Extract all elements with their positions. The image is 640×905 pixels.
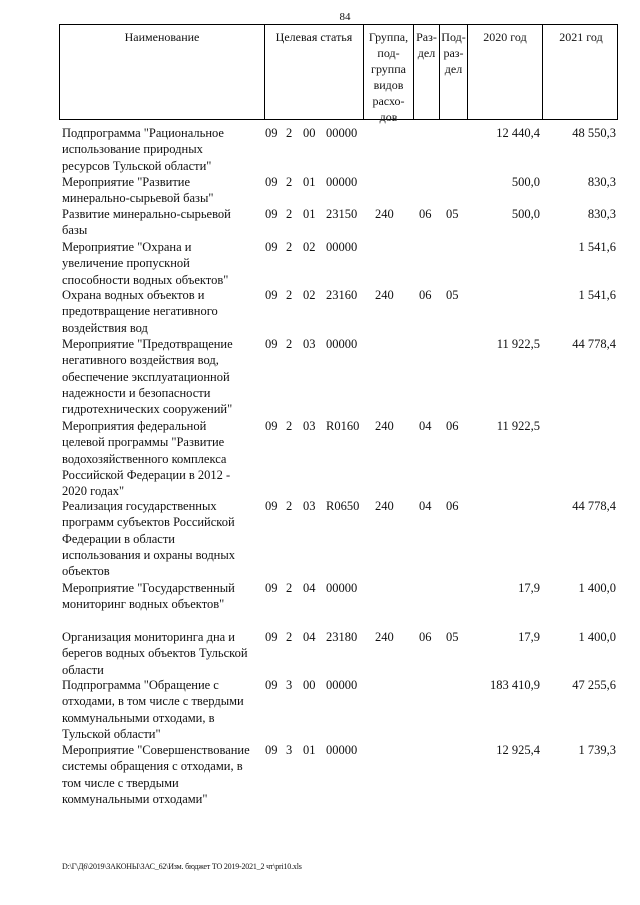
program-code: 09 <box>265 630 278 644</box>
header-expense-group: Группа, под- группа видов расхо- дов <box>364 25 414 119</box>
expense-group-cell: 240 <box>375 630 394 644</box>
amount-2021: 1 739,3 <box>578 743 616 757</box>
row-name: Мероприятие "Развитие минерально-сырьевой базы" <box>62 175 214 206</box>
program-code: 09 <box>265 743 278 757</box>
row-name: Мероприятие "Совершенствование системы обращения с отходами, в том числе с твердыми коммунальными отходами" <box>62 743 250 806</box>
header-section: Раз- дел <box>414 25 440 119</box>
subsection-cell: 05 <box>446 630 459 644</box>
header-year-2020: 2020 год <box>468 25 543 119</box>
row-name: Развитие минерально-сырьевой базы <box>62 207 231 238</box>
direction-code: 00000 <box>326 337 358 351</box>
section-cell: 06 <box>419 207 432 221</box>
amount-2021: 1 400,0 <box>578 581 616 595</box>
expense-group-cell: 240 <box>375 207 394 221</box>
page-number: 84 <box>339 11 351 23</box>
amount-2021: 1 541,6 <box>578 240 616 254</box>
subprogram-code: 2 <box>286 288 293 302</box>
header-target-article: Целевая статья <box>265 25 364 119</box>
expense-group-cell: 240 <box>375 288 394 302</box>
program-code: 09 <box>265 126 278 140</box>
program-code: 09 <box>265 288 278 302</box>
table-header <box>59 24 618 124</box>
activity-code: 03 <box>303 337 316 351</box>
section-cell: 04 <box>419 499 432 513</box>
direction-code: 23180 <box>326 630 358 644</box>
row-name: Организация мониторинга дна и берегов водных объектов Тульской области <box>62 630 248 677</box>
program-code: 09 <box>265 337 278 351</box>
row-name: Реализация государственных программ субъектов Российской Федерации в области использования и охраны водных объектов <box>62 499 236 579</box>
direction-code: 00000 <box>326 581 358 595</box>
amount-2020: 17,9 <box>518 581 540 595</box>
header-year-2021: 2021 год <box>559 30 603 44</box>
program-code: 09 <box>265 240 278 254</box>
section-cell: 06 <box>419 288 432 302</box>
direction-code: 00000 <box>326 126 358 140</box>
header-name: Наименование <box>60 25 265 119</box>
amount-2020: 500,0 <box>511 175 540 189</box>
amount-2021: 44 778,4 <box>572 337 616 351</box>
direction-code: 23160 <box>326 288 358 302</box>
amount-2021: 47 255,6 <box>572 678 616 692</box>
amount-2020: 12 440,4 <box>496 126 540 140</box>
direction-code: R0160 <box>326 419 360 433</box>
row-name: Подпрограмма "Рациональное использование природных ресурсов Тульской области" <box>62 126 224 173</box>
subprogram-code: 2 <box>286 175 293 189</box>
row-name: Мероприятия федеральной целевой программы "Развитие водохозяйственного комплекса Российской Федерации в 2012 - 2020 годах" <box>62 419 231 499</box>
subprogram-code: 2 <box>286 581 293 595</box>
activity-code: 00 <box>303 678 316 692</box>
program-code: 09 <box>265 581 278 595</box>
row-name: Охрана водных объектов и предотвращение негативного воздействия вод <box>62 288 218 335</box>
row-name: Мероприятие "Охрана и увеличение пропускной способности водных объектов" <box>62 240 229 287</box>
program-code: 09 <box>265 207 278 221</box>
activity-code: 03 <box>303 499 316 513</box>
direction-code: R0650 <box>326 499 360 513</box>
expense-group-cell: 240 <box>375 419 394 433</box>
row-name: Мероприятие "Государственный мониторинг водных объектов" <box>62 581 235 612</box>
program-code: 09 <box>265 678 278 692</box>
subprogram-code: 2 <box>286 207 293 221</box>
direction-code: 00000 <box>326 743 358 757</box>
amount-2021: 48 550,3 <box>572 126 616 140</box>
program-code: 09 <box>265 419 278 433</box>
amount-2020: 183 410,9 <box>490 678 540 692</box>
activity-code: 04 <box>303 630 316 644</box>
section-cell: 06 <box>419 630 432 644</box>
section-cell: 04 <box>419 419 432 433</box>
amount-2020: 500,0 <box>511 207 540 221</box>
direction-code: 00000 <box>326 678 358 692</box>
subsection-cell: 06 <box>446 419 459 433</box>
activity-code: 02 <box>303 288 316 302</box>
amount-2021: 44 778,4 <box>572 499 616 513</box>
subprogram-code: 3 <box>286 743 293 757</box>
direction-code: 00000 <box>326 240 358 254</box>
subprogram-code: 2 <box>286 337 293 351</box>
expense-group-cell: 240 <box>375 499 394 513</box>
amount-2020: 17,9 <box>518 630 540 644</box>
activity-code: 00 <box>303 126 316 140</box>
amount-2021: 830,3 <box>587 207 616 221</box>
amount-2020: 12 925,4 <box>496 743 540 757</box>
subprogram-code: 2 <box>286 240 293 254</box>
amount-2021: 1 400,0 <box>578 630 616 644</box>
amount-2020: 11 922,5 <box>496 337 540 351</box>
amount-2020: 11 922,5 <box>496 419 540 433</box>
activity-code: 03 <box>303 419 316 433</box>
header-subsection: Под- раз- дел <box>440 25 468 119</box>
direction-code: 23150 <box>326 207 358 221</box>
amount-2021: 1 541,6 <box>578 288 616 302</box>
subsection-cell: 06 <box>446 499 459 513</box>
subprogram-code: 2 <box>286 499 293 513</box>
activity-code: 01 <box>303 175 316 189</box>
row-name: Подпрограмма "Обращение с отходами, в том числе с твердыми коммунальными отходами, в Тульской области" <box>62 678 244 741</box>
amount-2021: 830,3 <box>587 175 616 189</box>
subprogram-code: 2 <box>286 126 293 140</box>
activity-code: 04 <box>303 581 316 595</box>
subsection-cell: 05 <box>446 288 459 302</box>
program-code: 09 <box>265 499 278 513</box>
subprogram-code: 2 <box>286 630 293 644</box>
row-name: Мероприятие "Предотвращение негативного воздействия вод, обеспечение эксплуатационной надежности и безопасности гидротехнических сооружений" <box>62 337 233 417</box>
activity-code: 01 <box>303 743 316 757</box>
file-path-footer: D:\Г\Д6\2019\ЗАКОНЫ\ЗАС_62\Изм. бюджет ТО 2019-2021_2 чт\pri10.xls <box>62 862 302 871</box>
activity-code: 02 <box>303 240 316 254</box>
subsection-cell: 05 <box>446 207 459 221</box>
activity-code: 01 <box>303 207 316 221</box>
subprogram-code: 2 <box>286 419 293 433</box>
direction-code: 00000 <box>326 175 358 189</box>
program-code: 09 <box>265 175 278 189</box>
subprogram-code: 3 <box>286 678 293 692</box>
